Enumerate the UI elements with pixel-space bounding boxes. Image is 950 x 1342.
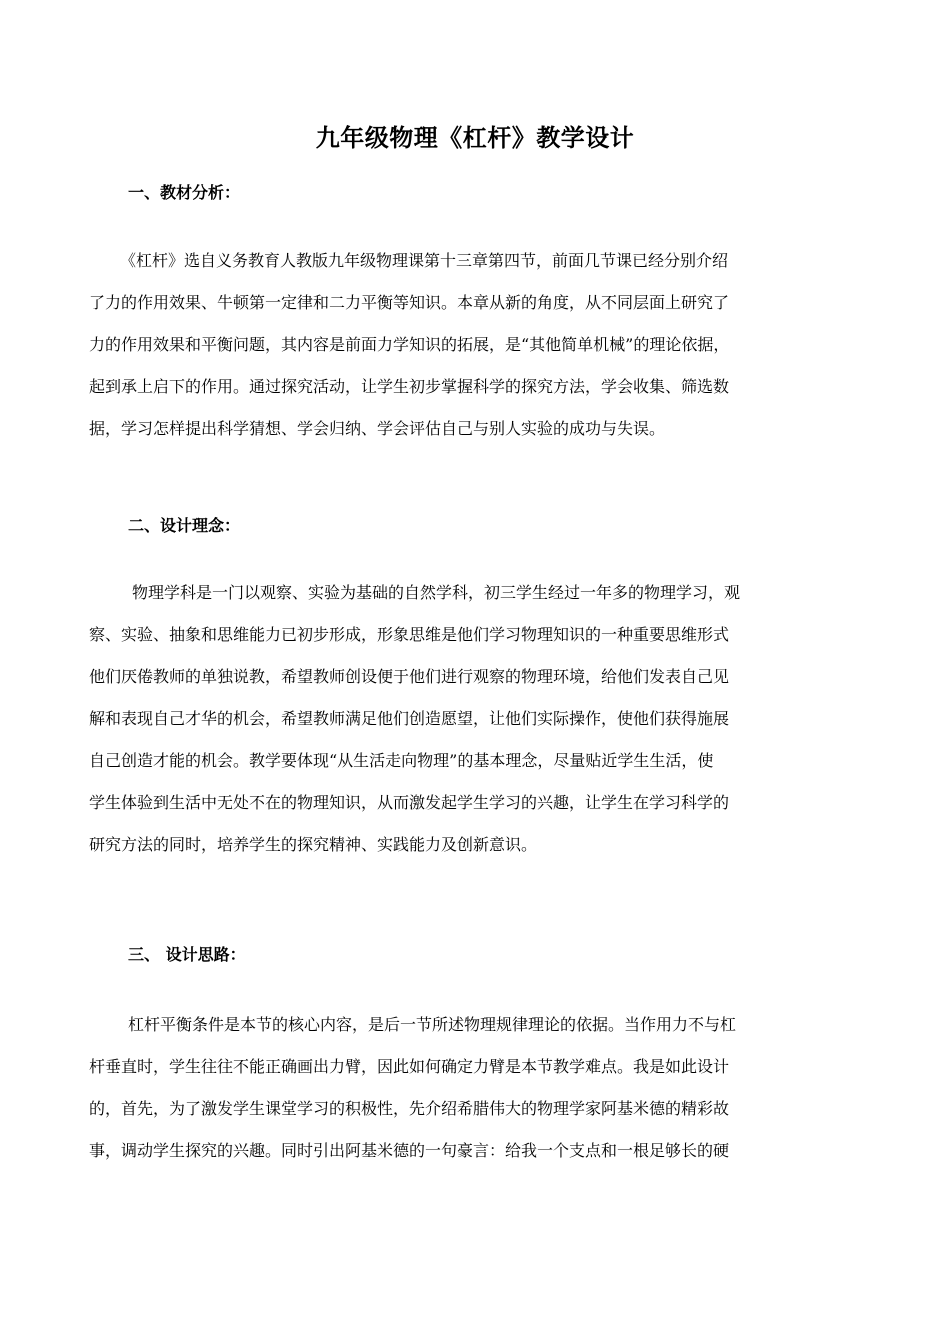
paragraph-line: 物理学科是一门以观察、实验为基础的自然学科，初三学生经过一年多的物理学习，观 [132,583,741,602]
document-title: 九年级物理《杠杆》教学设计 [315,123,635,152]
paragraph-line: 研究方法的同时，培养学生的探究精神、实践能力及创新意识。 [89,835,538,854]
section-paragraph-design-concept [89,572,861,866]
section-heading-design-approach: 三、 设计思路： [128,945,246,964]
section-paragraph-textbook-analysis [89,240,861,450]
paragraph-line: 起到承上启下的作用。通过探究活动，让学生初步掌握科学的探究方法，学会收集、筛选数 [89,377,730,396]
paragraph-line: 事，调动学生探究的兴趣。同时引出阿基米德的一句豪言：给我一个支点和一根足够长的硬 [89,1141,730,1160]
paragraph-line: 的，首先，为了激发学生课堂学习的积极性，先介绍希腊伟大的物理学家阿基米德的精彩故 [89,1099,730,1118]
paragraph-line: 了力的作用效果、牛顿第一定律和二力平衡等知识。本章从新的角度，从不同层面上研究了 [89,293,730,312]
paragraph-line: 察、实验、抽象和思维能力已初步形成，形象思维是他们学习物理知识的一种重要思维形式 [89,625,730,644]
section-heading-textbook-analysis: 一、教材分析： [128,183,241,202]
paragraph-line: 学生体验到生活中无处不在的物理知识，从而激发起学生学习的兴趣，让学生在学习科学的 [89,793,730,812]
paragraph-line: 自己创造才能的机会。教学要体现“从生活走向物理”的基本理念，尽量贴近学生生活，使 [89,751,714,770]
paragraph-line: 力的作用效果和平衡问题，其内容是前面力学知识的拓展，是“其他简单机械”的理论依据， [89,335,730,354]
paragraph-line: 杆垂直时，学生往往不能正确画出力臂，因此如何确定力臂是本节教学难点。我是如此设计 [89,1057,730,1076]
paragraph-line: 解和表现自己才华的机会，希望教师满足他们创造愿望，让他们实际操作，使他们获得施展 [89,709,730,728]
paragraph-line: 他们厌倦教师的单独说教，希望教师创设便于他们进行观察的物理环境，给他们发表自己见 [89,667,730,686]
section-paragraph-design-approach [89,1004,861,1172]
paragraph-line: 《杠杆》选自义务教育人教版九年级物理课第十三章第四节，前面几节课已经分别介绍 [120,251,729,270]
paragraph-line: 据，学习怎样提出科学猜想、学会归纳、学会评估自己与别人实验的成功与失误。 [89,419,666,438]
paragraph-line: 杠杆平衡条件是本节的核心内容，是后一节所述物理规律理论的依据。当作用力不与杠 [128,1015,737,1034]
section-heading-design-concept: 二、设计理念： [128,516,241,535]
